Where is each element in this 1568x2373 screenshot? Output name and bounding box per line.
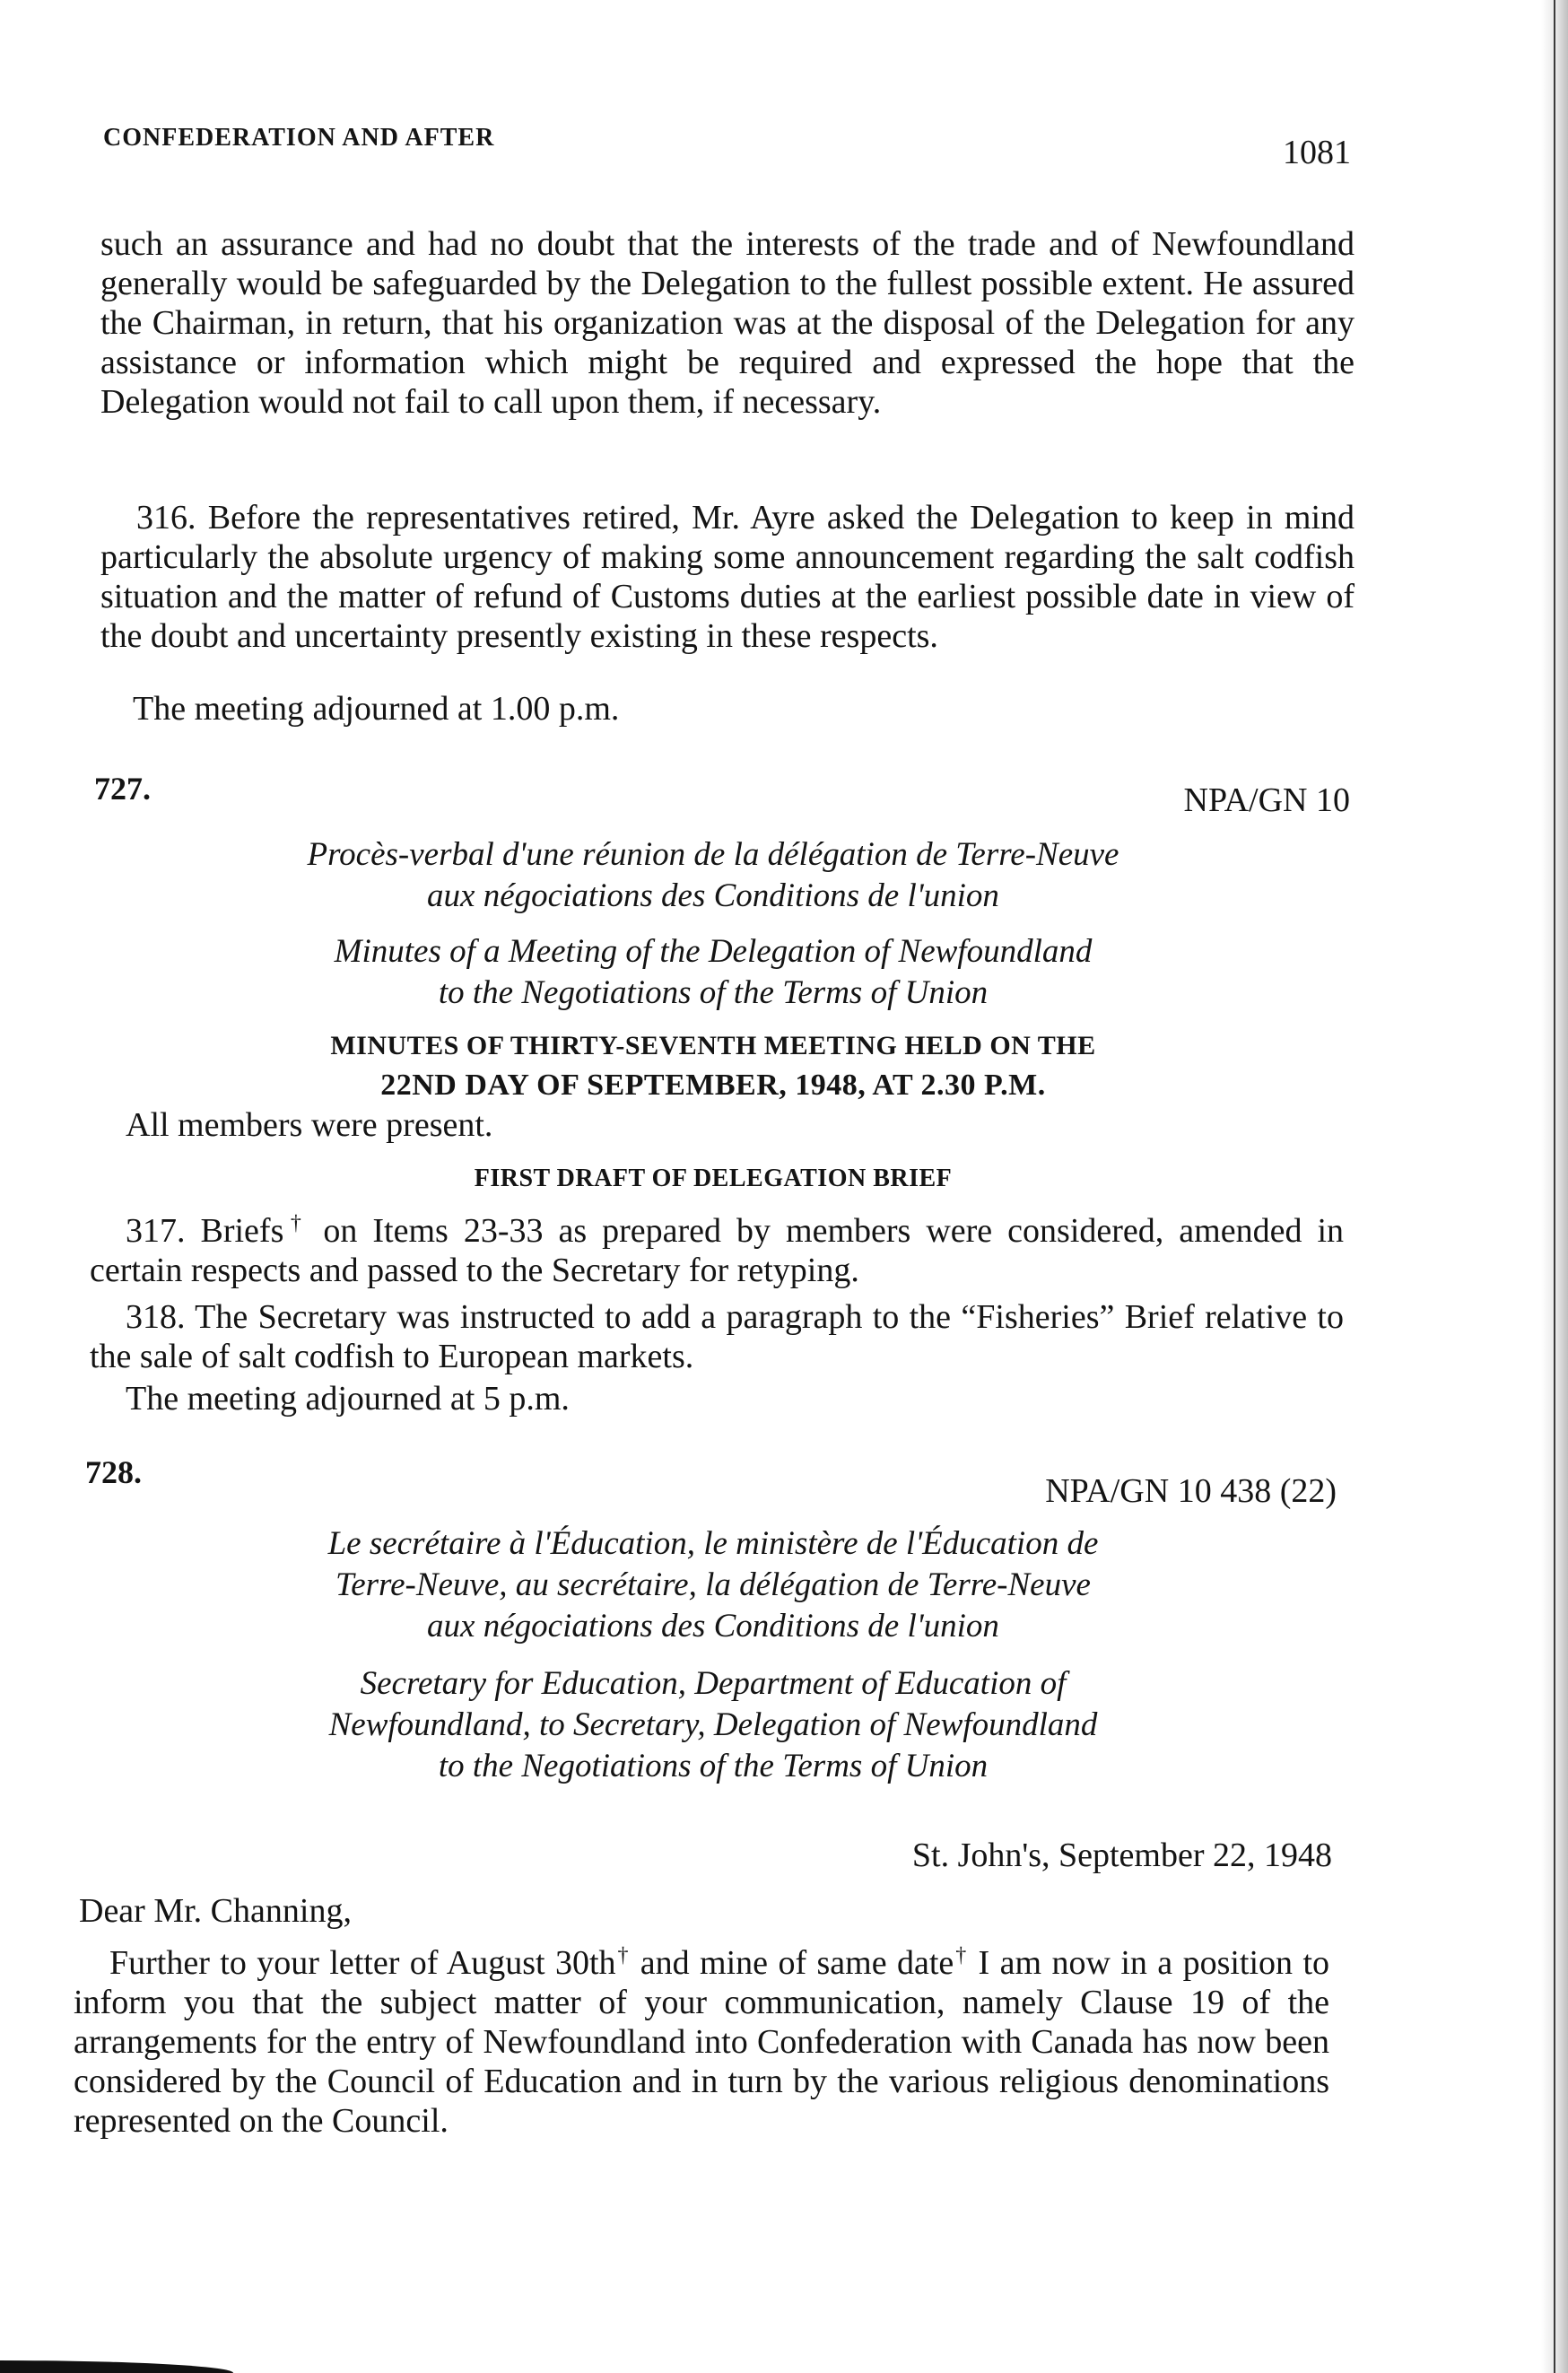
page-number: 1081 bbox=[1283, 134, 1351, 171]
dagger-mark: † bbox=[954, 1943, 969, 1967]
reference-728: NPA/GN 10 438 (22) bbox=[1045, 1472, 1337, 1510]
title-en-727-line2: to the Negotiations of the Terms of Union bbox=[438, 974, 989, 1011]
page-edge-line bbox=[1554, 0, 1555, 2373]
letter-place-date: St. John's, September 22, 1948 bbox=[911, 1836, 1332, 1874]
title-en-728-line3: to the Negotiations of the Terms of Union bbox=[438, 1748, 989, 1784]
document-number-727: 727. bbox=[94, 771, 151, 807]
title-en-728-line2: Newfoundland, to Secretary, Delegation of Newfoundland bbox=[328, 1706, 1098, 1743]
letter-body-part2: and mine of same date bbox=[630, 1944, 954, 1982]
running-head: CONFEDERATION AND AFTER bbox=[103, 124, 495, 152]
letter-body-part1: Further to your letter of August 30th bbox=[109, 1944, 616, 1982]
adjournment-2: The meeting adjourned at 5 p.m. bbox=[126, 1380, 570, 1418]
meeting-heading-line2: 22ND DAY OF SEPTEMBER, 1948, AT 2.30 P.M. bbox=[380, 1069, 1046, 1102]
title-fr-727-line2: aux négociations des Conditions de l'union bbox=[427, 877, 999, 914]
paragraph-317 bbox=[90, 1211, 1344, 1290]
letter-salutation: Dear Mr. Channing, bbox=[79, 1892, 352, 1930]
title-en-728-line1: Secretary for Education, Department of Education of bbox=[360, 1665, 1067, 1702]
letter-body-part3: I am now in a position to inform you that the subject matter of your communication, namely Clause 19 of the arrangements for the entry of Newfoundland into Confederation with Canada has now been considered by the Council of Education and in turn by the various religious denominations represented on the Council. bbox=[74, 1944, 1330, 2140]
dagger-mark: † bbox=[283, 1211, 309, 1235]
letter-body bbox=[74, 1943, 1329, 2141]
paragraph-317-lead: 317. Briefs bbox=[126, 1212, 284, 1250]
meeting-heading-line1: MINUTES OF THIRTY-SEVENTH MEETING HELD ON THE bbox=[330, 1031, 1096, 1060]
dagger-mark: † bbox=[615, 1943, 631, 1967]
document-number-728: 728. bbox=[85, 1454, 142, 1490]
subheading-draft-brief: FIRST DRAFT OF DELEGATION BRIEF bbox=[474, 1165, 953, 1192]
paragraph-316: 316. Before the representatives retired, Mr. Ayre asked the Delegation to keep in mind particularly the absolute urgency of making some announcement regarding the salt codfish situation and the matter of refund of Customs duties at the earliest possible date in view of the doubt and uncertainty presently existing in these respects. bbox=[100, 499, 1355, 655]
paragraph-318: 318. The Secretary was instructed to add a paragraph to the “Fisheries” Brief relative to the sale of salt codfish to European markets. bbox=[90, 1298, 1344, 1375]
title-fr-728-line3: aux négociations des Conditions de l'union bbox=[427, 1608, 999, 1645]
title-fr-728-line1: Le secrétaire à l'Éducation, le ministère de l'Éducation de bbox=[327, 1525, 1099, 1562]
continuation-paragraph: such an assurance and had no doubt that the interests of the trade and of Newfoundland generally would be safeguarded by the Delegation to the fullest possible extent. He assured the Chairman, in return, that his organization was at the disposal of the Delegation for any assistance or information which might be required and expressed the hope that the Delegation would not fail to call upon them, if necessary. bbox=[100, 225, 1355, 421]
attendance-note: All members were present. bbox=[126, 1106, 493, 1144]
title-en-727-line1: Minutes of a Meeting of the Delegation of Newfoundland bbox=[334, 933, 1093, 970]
title-fr-728-line2: Terre-Neuve, au secrétaire, la délégation de Terre-Neuve bbox=[335, 1566, 1091, 1603]
reference-727: NPA/GN 10 bbox=[1183, 781, 1350, 819]
paragraph-317-rest: on Items 23-33 as prepared by members were considered, amended in certain respects and passed to the Secretary for retyping. bbox=[90, 1212, 1344, 1289]
adjournment-1: The meeting adjourned at 1.00 p.m. bbox=[133, 690, 620, 728]
title-fr-727-line1: Procès-verbal d'une réunion de la délégation de Terre-Neuve bbox=[307, 836, 1119, 873]
page-curl-shadow bbox=[0, 2360, 233, 2373]
